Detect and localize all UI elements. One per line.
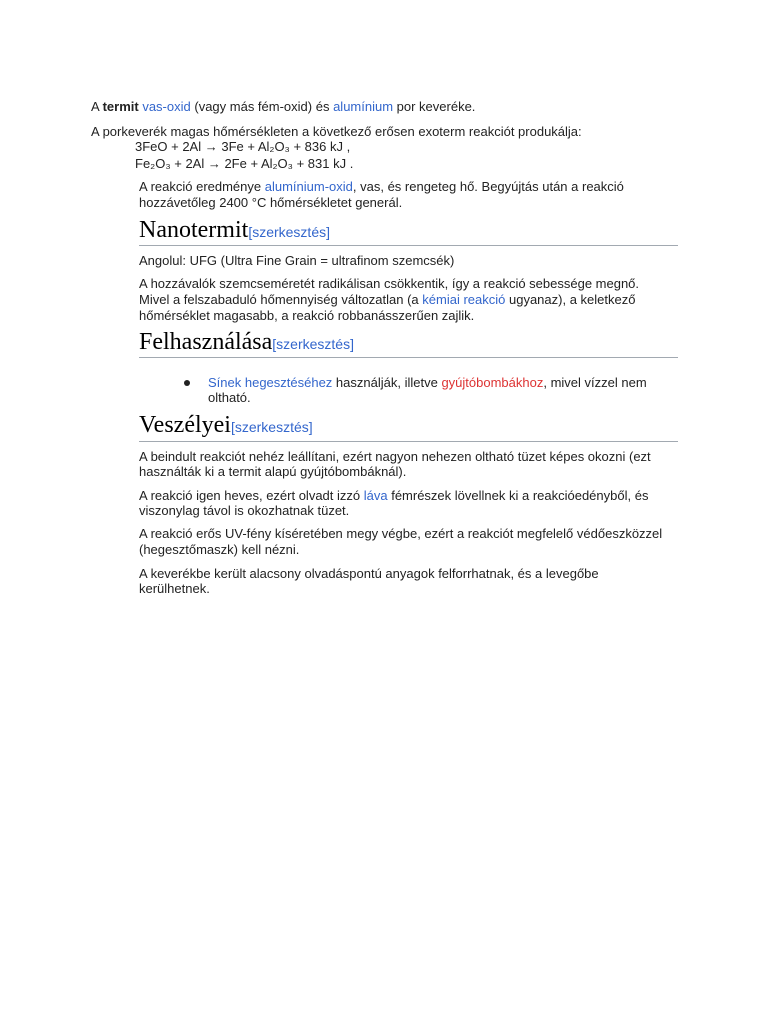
paragraph-line: kerülhetnek. — [139, 581, 210, 596]
edit-section-link[interactable]: [szerkesztés] — [230, 419, 313, 435]
paragraph-line: viszonylag távol is okozhatnak tüzet. — [139, 503, 350, 518]
list-item-line — [208, 375, 647, 391]
text-segment: A reakció igen heves, ezért olvadt izzó — [139, 488, 364, 503]
result-line-1 — [139, 179, 624, 195]
paragraph-line: A hozzávalók szemcseméretét radikálisan csökkentik, így a reakció sebessége megnő. — [139, 276, 640, 291]
section-title: Nanotermit — [139, 217, 249, 243]
link-lava[interactable]: láva — [363, 488, 388, 503]
redlink-gyujtobombakhoz[interactable]: gyújtóbombákhoz — [441, 375, 544, 390]
link-sinek-hegesztesehez[interactable]: Sínek hegesztéséhez — [208, 375, 333, 390]
section-divider — [139, 245, 678, 246]
text-segment: , mivel vízzel nem — [543, 375, 647, 390]
result-line-2: hozzávetőleg 2400 °C hőmérsékletet generál. — [139, 195, 403, 210]
bullet-icon — [184, 380, 190, 386]
section-title: Felhasználása — [139, 329, 273, 355]
text-segment: ugyanaz), a keletkező — [505, 292, 636, 307]
section-heading-nanotermit — [139, 216, 330, 244]
text-segment: (vagy más fém-oxid) és — [190, 99, 334, 114]
link-vas-oxid[interactable]: vas-oxid — [142, 99, 191, 114]
list-item-line: oltható. — [208, 390, 251, 405]
section-divider — [139, 357, 678, 358]
link-aluminium[interactable]: alumínium — [333, 99, 394, 114]
section-divider — [139, 441, 678, 442]
paragraph-line: (hegesztőmaszk) kell nézni. — [139, 542, 300, 557]
paragraph-line: Angolul: UFG (Ultra Fine Grain = ultrafinom szemcsék) — [139, 253, 455, 268]
equation-feo: 3FeO + 2Al → 3Fe + Al₂O₃ + 836 kJ , — [135, 139, 351, 154]
edit-section-link[interactable]: [szerkesztés] — [248, 224, 331, 240]
paragraph-line — [139, 488, 648, 504]
paragraph-line: A beindult reakciót nehéz leállítani, ezért nagyon nehezen oltható tüzet képes okozni (ezt — [139, 449, 651, 464]
text-segment: por keveréke. — [393, 99, 476, 114]
equation-fe2o3: Fe₂O₃ + 2Al → 2Fe + Al₂O₃ + 831 kJ . — [135, 156, 354, 171]
paragraph-line: hőmérséklet magasabb, a reakció robbanásszerűen zajlik. — [139, 308, 475, 323]
text-segment: A reakció eredménye — [139, 179, 265, 194]
text-segment: fémrészek lövellnek ki a reakcióedényből, és — [387, 488, 649, 503]
text-segment: használják, illetve — [332, 375, 442, 390]
paragraph-line — [139, 292, 635, 308]
paragraph-line: A reakció erős UV-fény kíséretében megy végbe, ezért a reakciót megfelelő védőeszközzel — [139, 526, 663, 541]
text-segment: A — [91, 99, 103, 114]
text-segment: , vas, és rengeteg hő. Begyújtás után a reakció — [352, 179, 624, 194]
term-termit: termit — [102, 99, 139, 114]
section-title: Veszélyei — [139, 412, 231, 438]
intro-definition-line — [91, 99, 475, 115]
section-heading-felhasznalasa — [139, 328, 354, 356]
text-segment: Mivel a felszabaduló hőmennyiség változatlan (a — [139, 292, 423, 307]
paragraph-line: használták ki a termit alapú gyújtóbombáknál). — [139, 464, 407, 479]
section-heading-veszelyei — [139, 411, 313, 439]
link-kemiai-reakcio[interactable]: kémiai reakció — [422, 292, 506, 307]
reaction-intro-line: A porkeverék magas hőmérsékleten a következő erősen exoterm reakciót produkálja: — [91, 124, 582, 139]
link-aluminium-oxid[interactable]: alumínium-oxid — [264, 179, 353, 194]
paragraph-line: A keverékbe került alacsony olvadáspontú anyagok felforrhatnak, és a levegőbe — [139, 566, 599, 581]
edit-section-link[interactable]: [szerkesztés] — [272, 336, 354, 352]
